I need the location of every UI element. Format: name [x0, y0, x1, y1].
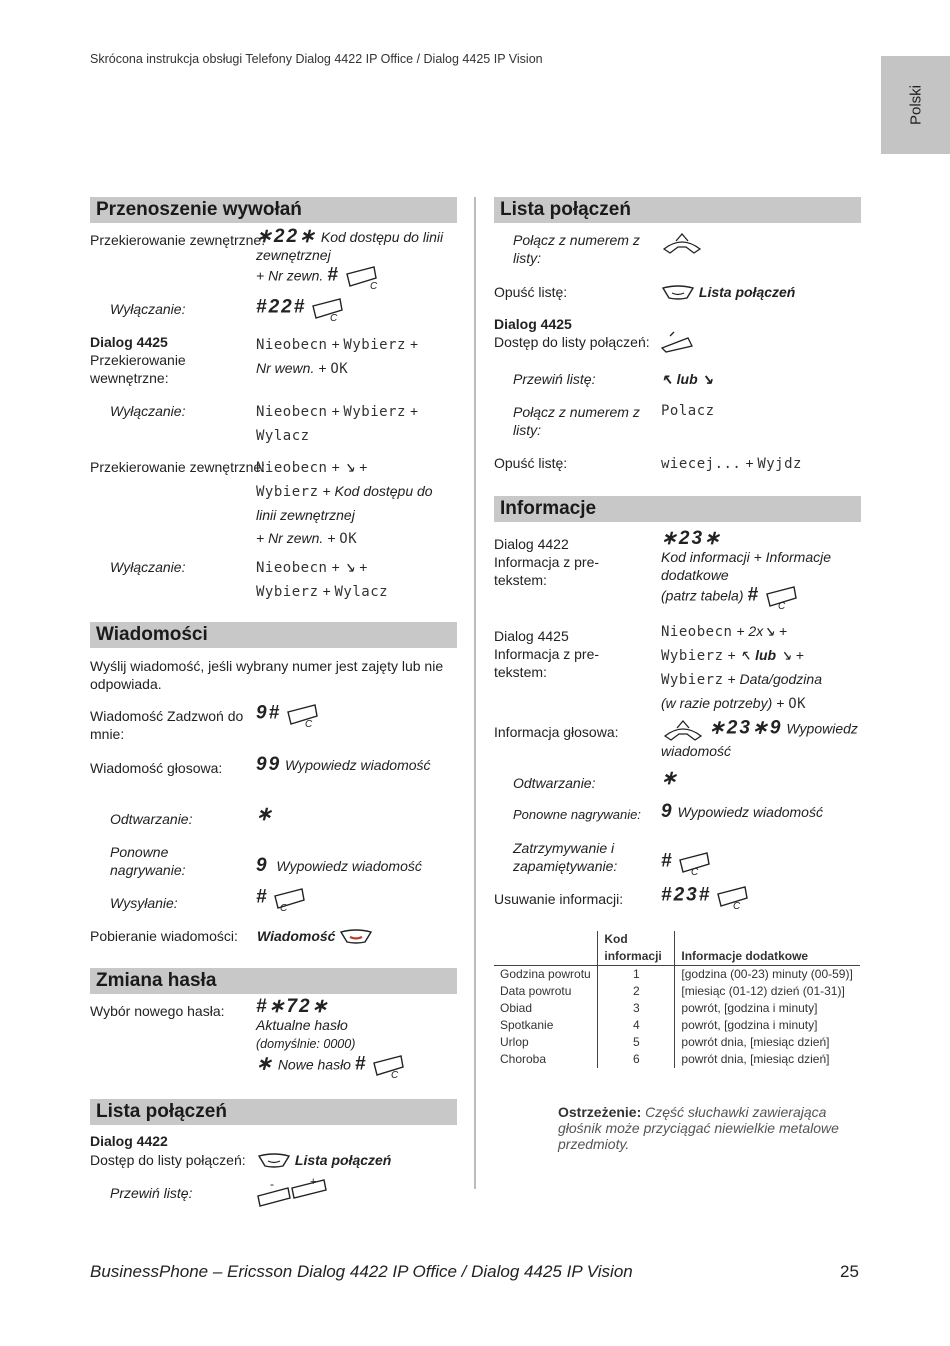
row-label: Dialog 4422 Informacja z pre-tekstem: [494, 536, 600, 588]
row-value [256, 296, 346, 322]
table-cell: powrót dnia, [miesiąc dzień] [675, 1051, 860, 1068]
display-text: Wylacz [256, 428, 310, 444]
row-label: Pobieranie wiadomości: [90, 928, 238, 944]
arrow-down-icon: ↘ [780, 647, 792, 663]
key-code: 9 [256, 855, 269, 876]
section-title-lista-right: Lista połączeń [494, 197, 861, 223]
row-value [661, 283, 795, 301]
section-title-haslo: Zmiana hasła [90, 968, 457, 994]
svg-text:+: + [310, 1176, 317, 1188]
row-value [661, 850, 713, 876]
row-label: Dostęp do listy połączeń: [494, 334, 650, 350]
display-text: Nieobecn [256, 560, 328, 576]
row-label: Odtwarzanie: [513, 775, 596, 791]
instruction-text: lub [755, 647, 777, 663]
svg-text:-: - [270, 1177, 274, 1191]
table-cell: 2 [598, 983, 675, 1000]
key-code: ∗23∗9 [708, 717, 783, 739]
section-title-wiadomosci: Wiadomości [90, 622, 457, 648]
call-list-key-icon [660, 231, 704, 255]
row-value [661, 884, 751, 910]
row-label: Wyłączanie: [110, 403, 186, 419]
table-cell: [godzina (00-23) minuty (00-59)] [675, 966, 860, 984]
display-text: Nieobecn [256, 404, 328, 420]
key-code: ∗23∗ [661, 528, 722, 549]
info-code-table [494, 931, 860, 1068]
table-cell: Spotkanie [500, 1018, 554, 1032]
clear-key-icon [764, 584, 800, 610]
arrow-down-icon: ↘ [343, 559, 356, 575]
display-text: Nieobecn [256, 460, 328, 476]
display-text: Nieobecn [661, 624, 733, 640]
table-cell: powrót dnia, [miesiąc dzień] [675, 1034, 860, 1051]
display-text: wiecej... [661, 456, 742, 472]
row-label: Połącz z numerem z listy: [513, 232, 640, 266]
row-label: Zatrzymywanie i zapamiętywanie: [513, 840, 618, 874]
warning-label: Ostrzeżenie: [558, 1104, 642, 1120]
model-heading: Dialog 4425 [90, 334, 168, 350]
instruction-text: Aktualne hasło [256, 1017, 348, 1033]
table-cell: Choroba [500, 1052, 547, 1066]
table-cell: 3 [598, 1000, 675, 1017]
row-label: Usuwanie informacji: [494, 891, 624, 907]
table-row [494, 966, 860, 984]
table-header: Kod informacji [598, 931, 675, 966]
instruction-text: Wypowiedz wiadomość [661, 720, 858, 759]
default-hint: (domyślnie: 0000) [256, 1037, 356, 1051]
display-text: Wybierz [256, 484, 319, 500]
row-value [256, 886, 308, 912]
table-cell: Godzina powrotu [500, 967, 591, 981]
call-list-key-icon [660, 330, 696, 354]
row-label: Odtwarzanie: [110, 811, 193, 827]
row-value [256, 857, 422, 875]
hash-key: # [661, 850, 674, 872]
arrow-up-icon: ↖ [739, 647, 752, 663]
row-label: Opuść listę: [494, 284, 568, 300]
table-cell: 4 [598, 1017, 675, 1034]
row-label: Wyłączanie: [110, 301, 186, 317]
language-tab-label: Polski [907, 84, 924, 126]
display-text: Wylacz [334, 584, 389, 600]
row-label: Przekierowanie wewnętrzne: [90, 352, 186, 386]
instruction-text: + Nr zewn. [256, 530, 324, 546]
hash-key: # [747, 584, 760, 606]
row-label: Informacja głosowa: [494, 724, 619, 740]
arrow-up-icon: ↖ [661, 371, 673, 387]
table-cell: Obiad [500, 1001, 533, 1015]
hash-key: # [327, 264, 340, 286]
row-value: Nieobecn + 2x↘ + Wybierz + ↖ lub ↘ + Wybierz + Data/godzina (w razie potrzeby) + OK [661, 623, 822, 712]
instruction-text: Kod dostępu do linii zewnętrznej [256, 483, 433, 523]
display-text: OK [330, 361, 349, 377]
row-label: Połącz z numerem z listy: [513, 404, 640, 438]
table-header [494, 931, 598, 966]
row-label: Wiadomość głosowa: [90, 760, 223, 776]
table-row [494, 1017, 860, 1034]
row-value: Nieobecn + ↘ + Wybierz + Wylacz [256, 559, 389, 600]
call-list-key-icon [661, 718, 705, 742]
row-label: Przekierowanie zewnętrzne: [90, 232, 266, 248]
clear-key-icon [344, 264, 380, 290]
row-value [661, 803, 823, 821]
row-label: Ponowne nagrywanie: [110, 844, 186, 878]
row-label: Wyłączanie: [110, 559, 186, 575]
svg-text:C: C [305, 719, 313, 728]
svg-text:C: C [733, 901, 741, 910]
table-cell: Data powrotu [500, 984, 572, 998]
display-text: Polacz [661, 403, 715, 419]
row-label: Wybór nowego hasła: [90, 1003, 225, 1019]
display-text: Wyjdz [757, 456, 802, 472]
clear-key-icon [371, 1053, 407, 1079]
svg-text:C: C [280, 903, 288, 912]
row-value [661, 770, 679, 788]
row-label: Przekierowanie zewnętrzne: [90, 459, 266, 475]
message-key-icon [339, 929, 373, 945]
display-text: Wybierz [256, 584, 319, 600]
display-text: Wybierz [343, 404, 406, 420]
row-value: Nieobecn + Wybierz + Nr wewn. + OK [256, 336, 418, 377]
table-row [494, 1034, 860, 1051]
row-label: Wysyłanie: [110, 895, 178, 911]
arrow-down-icon: ↘ [343, 459, 356, 475]
instruction-text: Wypowiedz wiadomość [677, 804, 823, 820]
page-number: 25 [840, 1262, 859, 1281]
row-label: Przewiń listę: [110, 1185, 193, 1201]
display-text: Wybierz [661, 648, 724, 664]
row-value [256, 806, 274, 824]
clear-key-icon [310, 296, 346, 322]
row-value [661, 370, 713, 388]
row-value: Nieobecn + ↘ + Wybierz + Kod dostępu do linii zewnętrznej + Nr zewn. + OK [256, 459, 433, 547]
table-cell: 1 [598, 966, 675, 984]
row-label: Ponowne nagrywanie: [513, 807, 641, 822]
display-text: OK [788, 696, 807, 712]
row-label: Dostęp do listy połączeń: [90, 1152, 246, 1168]
section-intro: Wyślij wiadomość, jeśli wybrany numer jest zajęty lub nie odpowiada. [90, 658, 444, 692]
display-text: Wybierz [343, 337, 406, 353]
row-label: Przewiń listę: [513, 371, 596, 387]
table-header: Informacje dodatkowe [675, 931, 860, 966]
clear-key-icon [285, 702, 321, 728]
footer-title: BusinessPhone – Ericsson Dialog 4422 IP Office / Dialog 4425 IP Vision [90, 1262, 633, 1281]
key-code: #23# [661, 884, 712, 906]
key-code: 9# [256, 702, 282, 724]
instruction-text: Lista połączeń [294, 1152, 392, 1168]
warning-note [558, 1104, 860, 1152]
key-code: #22# [256, 296, 307, 318]
star-key: ∗ [661, 768, 679, 789]
instruction-text: Wypowiedz wiadomość [276, 858, 422, 874]
key-code: 9 [661, 801, 674, 822]
section-title-przenoszenie: Przenoszenie wywołań [90, 197, 457, 223]
row-value [256, 228, 456, 290]
display-text: OK [339, 531, 358, 547]
row-value: wiecej... + Wyjdz [661, 455, 802, 472]
row-label: Wiadomość Zadzwoń do mnie: [90, 708, 244, 742]
instruction-text: Nr wewn. [256, 360, 315, 376]
volume-rocker-icon [256, 1176, 330, 1210]
table-row [494, 1051, 860, 1068]
model-heading: Dialog 4422 [90, 1133, 168, 1149]
row-value [256, 756, 456, 774]
row-label: Dialog 4425 Informacja z pre-tekstem: [494, 628, 600, 680]
instruction-text: 2x [748, 623, 764, 639]
row-value [257, 1151, 391, 1169]
row-value [661, 401, 715, 420]
section-title-informacje: Informacje [494, 496, 861, 522]
clear-key-icon [677, 850, 713, 876]
clear-key-icon [272, 886, 308, 912]
section-title-lista-left: Lista połączeń [90, 1099, 457, 1125]
instruction-text: Kod informacji + Informacje dodatkowe [661, 549, 832, 583]
column-divider [474, 197, 476, 1189]
table-cell: 6 [598, 1051, 675, 1068]
instruction-text: Wypowiedz wiadomość [285, 757, 431, 773]
key-code: ∗22∗ [256, 226, 317, 247]
key-code: #∗72∗ [256, 996, 330, 1017]
key-code: 99 [256, 754, 282, 775]
instruction-text: Nowe hasło [277, 1056, 351, 1073]
table-cell: [miesiąc (01-12) dzień (01-31)] [675, 983, 860, 1000]
table-cell: Urlop [500, 1035, 529, 1049]
model-heading: Dialog 4425 [494, 316, 572, 332]
table-cell: powrót, [godzina i minuty] [675, 1017, 860, 1034]
row-value [256, 998, 456, 1079]
star-key: ∗ [256, 804, 274, 825]
svg-text:C: C [369, 281, 377, 290]
table-row [494, 983, 860, 1000]
table-cell: 5 [598, 1034, 675, 1051]
arrow-down-icon: ↘ [701, 371, 714, 387]
instruction-text: lub [676, 371, 698, 387]
svg-text:C: C [691, 867, 699, 876]
row-value [661, 530, 861, 610]
row-value [661, 718, 861, 760]
arrow-down-icon: ↘ [763, 623, 775, 639]
instruction-text: (patrz tabela) [661, 587, 744, 604]
call-list-key-icon [661, 285, 695, 301]
hash-key: # [354, 1053, 368, 1075]
row-value [257, 927, 373, 945]
instruction-text: + Nr zewn. [256, 267, 324, 284]
svg-text:C: C [391, 1070, 399, 1079]
table-cell: powrót, [godzina i minuty] [675, 1000, 860, 1017]
row-label: Opuść listę: [494, 455, 568, 471]
table-row [494, 1000, 860, 1017]
row-value: Nieobecn + Wybierz + Wylacz [256, 403, 418, 444]
call-list-key-icon [257, 1153, 291, 1169]
hash-key: # [256, 886, 269, 908]
display-text: Nieobecn [256, 337, 328, 353]
display-text: Wybierz [661, 672, 724, 688]
language-tab [881, 56, 950, 154]
svg-text:C: C [777, 601, 786, 610]
instruction-text: Kod dostępu do linii zewnętrznej [256, 229, 444, 263]
instruction-text: Data/godzina [739, 671, 822, 687]
warning-text: Część słuchawki zawierająca głośnik może przyciągać niewielkie metalowe przedmioty. [558, 1104, 839, 1152]
instruction-text: (w razie potrzeby) [661, 695, 773, 711]
instruction-text: Wiadomość [257, 928, 336, 944]
instruction-text: Lista połączeń [698, 284, 796, 300]
star-key: ∗ [256, 1053, 274, 1075]
svg-text:C: C [330, 313, 338, 322]
clear-key-icon [715, 884, 751, 910]
running-header: Skrócona instrukcja obsługi Telefony Dialog 4422 IP Office / Dialog 4425 IP Vision [90, 52, 543, 66]
row-value [256, 702, 321, 728]
